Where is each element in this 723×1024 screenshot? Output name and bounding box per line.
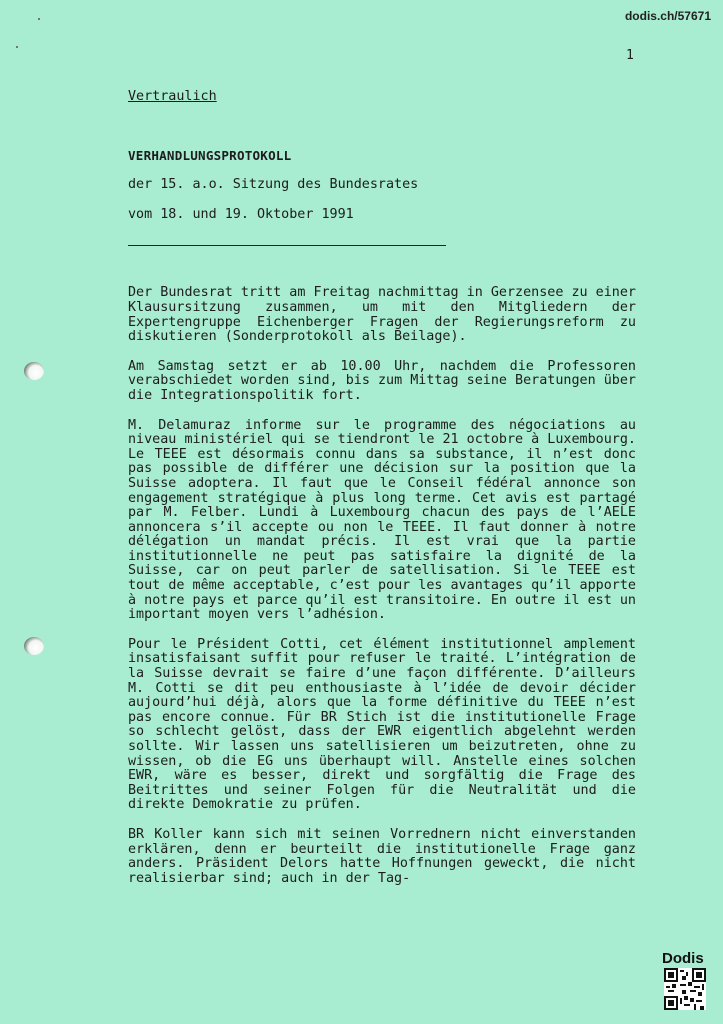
document-subtitle: der 15. a.o. Sitzung des Bundesrates [128, 177, 419, 193]
archive-reference: dodis.ch/57671 [624, 9, 711, 23]
paragraph: Der Bundesrat tritt am Freitag nachmittag in Gerzensee zu einer Klausursitzung zusammen, um mit den Mitgliedern der Expertengruppe Eichenberger Fragen der Regierungsreform zu diskutieren (Sonderprotokoll als Beilage). [128, 285, 636, 345]
qr-code [664, 968, 706, 1010]
classification-label: Vertraulich [128, 89, 217, 104]
document-title: VERHANDLUNGSPROTOKOLL [128, 147, 292, 163]
dodis-logo: Dodis [662, 950, 704, 967]
punch-hole [24, 362, 44, 380]
document-body [128, 90, 636, 886]
paper-speck [38, 18, 40, 20]
divider-line [128, 245, 446, 246]
page-number: 1 [626, 48, 634, 63]
paragraph: BR Koller kann sich mit seinen Vorrednern nicht einverstanden erklären, denn er beurteilt die institutionelle Frage ganz anders. Präsident Delors hatte Hoffnungen geweckt, die nicht realisierbar sind; auch in der Tag- [128, 826, 636, 886]
document-date: vom 18. und 19. Oktober 1991 [128, 206, 354, 222]
paper-speck [16, 46, 18, 48]
paragraph: Am Samstag setzt er ab 10.00 Uhr, nachdem die Professoren verabschiedet worden sind, bis zum Mittag seine Beratungen über die Integrationspolitik fort. [128, 358, 636, 403]
punch-hole [24, 637, 44, 655]
paragraph: Pour le Président Cotti, cet élément institutionnel amplement insatisfaisant suffit pour refuser le traité. L’intégration de la Suisse devrait se faire d’une façon différente. D’ailleurs M. Cotti se dit peu enthousiaste à l’idée de devoir décider aujourd’hui déjà, alors que la forme définitive du TEEE n’est pas encore connue. Für BR Stich ist die institutionelle Frage so schlecht gelöst, dass der EWR eigentlich abgelehnt werden sollte. Wir lassen uns satellisieren um beizutreten, ohne zu wissen, ob die EG uns überhaupt will. Anstelle eines solchen EWR, wäre es besser, direkt und sorgfältig die Frage des Beitrittes und seiner Folgen für die Neutralität und die direkte Demokratie zu prüfen. [128, 636, 636, 813]
paragraph: M. Delamuraz informe sur le programme des négociations au niveau ministériel qui se tiendront le 21 octobre à Luxembourg. Le TEEE est désormais connu dans sa substance, il n’est donc pas possible de différer une décision sur la position que la Suisse adoptera. Il faut que le Conseil fédéral annonce son engagement stratégique à plus long terme. Cet avis est partagé par M. Felber. Lundi à Luxembourg chacun des pays de l’AELE annoncera s’il accepte ou non le TEEE. Il faut donner à notre délégation un mandat précis. Il est vrai que la partie institutionnelle ne peut pas satisfaire la dignité de la Suisse, car on peut parler de satellisation. Si le TEEE est tout de même acceptable, c’est pour les avantages qu’il apporte à notre pays et parce qu’il est transitoire. En outre il est un important moyen vers l’adhésion. [128, 417, 636, 623]
